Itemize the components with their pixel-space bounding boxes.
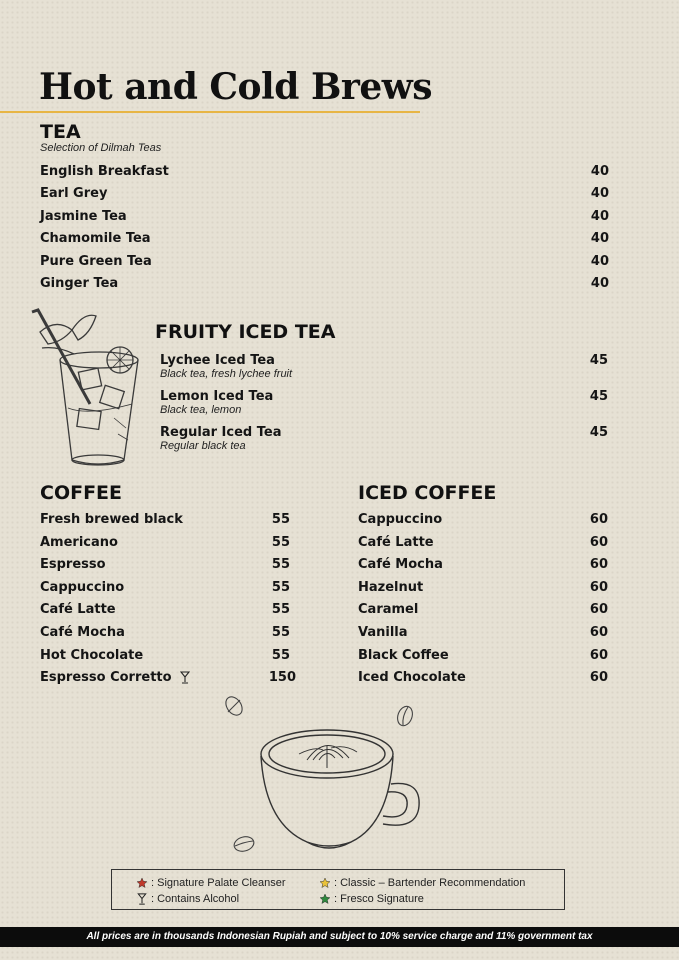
legend-label: : Classic – Bartender Recommendation xyxy=(334,877,526,889)
menu-item-tea xyxy=(40,183,609,203)
menu-item-coffee xyxy=(40,622,290,642)
menu-item-fruity-tea xyxy=(160,350,608,370)
coffee-heading: COFFEE xyxy=(40,482,123,504)
item-price: 40 xyxy=(590,185,609,201)
menu-item-iced-coffee xyxy=(358,599,608,619)
item-name: Jasmine Tea xyxy=(40,208,127,224)
item-price: 60 xyxy=(589,534,608,550)
item-name-with-icon xyxy=(40,670,190,685)
item-price: 60 xyxy=(589,579,608,595)
item-name: Black Coffee xyxy=(358,647,449,663)
item-price: 45 xyxy=(589,424,608,440)
item-price: 55 xyxy=(271,534,290,550)
legend-label: : Signature Palate Cleanser xyxy=(151,877,286,889)
item-price: 40 xyxy=(590,208,609,224)
legend-fresco xyxy=(319,892,424,906)
iced-coffee-heading: ICED COFFEE xyxy=(358,482,497,504)
legend-label: : Contains Alcohol xyxy=(151,893,240,905)
item-price: 55 xyxy=(271,601,290,617)
item-price: 55 xyxy=(271,556,290,572)
item-price: 60 xyxy=(589,669,608,685)
item-price: 60 xyxy=(589,556,608,572)
menu-item-iced-coffee xyxy=(358,509,608,529)
item-name: Regular Iced Tea xyxy=(160,424,282,440)
item-price: 60 xyxy=(589,624,608,640)
item-description: Black tea, lemon xyxy=(160,404,242,416)
item-name: Hot Chocolate xyxy=(40,647,144,663)
menu-item-tea xyxy=(40,228,609,248)
item-price: 55 xyxy=(271,579,290,595)
item-name: Iced Chocolate xyxy=(358,669,466,685)
item-description: Black tea, fresh lychee fruit xyxy=(160,368,293,380)
tea-subtitle: Selection of Dilmah Teas xyxy=(40,142,162,154)
item-price: 55 xyxy=(271,624,290,640)
item-name: Café Mocha xyxy=(358,556,443,572)
item-name: Espresso Corretto xyxy=(40,669,172,685)
item-name: Chamomile Tea xyxy=(40,230,151,246)
coffee-bean-icon xyxy=(231,832,257,856)
item-description: Regular black tea xyxy=(160,440,246,452)
menu-item-fruity-tea xyxy=(160,386,608,406)
yellow-star-icon xyxy=(319,877,331,889)
item-name: Cappuccino xyxy=(40,579,125,595)
menu-item-iced-coffee xyxy=(358,622,608,642)
item-name: Lychee Iced Tea xyxy=(160,352,275,368)
item-name: Earl Grey xyxy=(40,185,108,201)
menu-item-tea xyxy=(40,273,609,293)
item-price: 40 xyxy=(590,253,609,269)
item-price: 60 xyxy=(589,511,608,527)
item-price: 60 xyxy=(589,647,608,663)
legend-classic xyxy=(319,876,525,890)
item-price: 55 xyxy=(271,647,290,663)
menu-item-iced-coffee xyxy=(358,554,608,574)
legend-label: : Fresco Signature xyxy=(334,893,424,905)
legend-box xyxy=(111,869,565,910)
item-name: Pure Green Tea xyxy=(40,253,152,269)
item-name: Cappuccino xyxy=(358,511,443,527)
item-name: Fresh brewed black xyxy=(40,511,183,527)
item-name: Espresso xyxy=(40,556,106,572)
menu-item-iced-coffee xyxy=(358,667,608,687)
red-star-icon xyxy=(136,877,148,889)
item-price: 55 xyxy=(271,511,290,527)
alcohol-glass-icon xyxy=(180,671,190,684)
menu-item-coffee xyxy=(40,554,290,574)
menu-item-coffee xyxy=(40,532,290,552)
item-price: 40 xyxy=(590,230,609,246)
item-name: English Breakfast xyxy=(40,163,169,179)
item-price: 40 xyxy=(590,275,609,291)
menu-item-iced-coffee xyxy=(358,577,608,597)
footer-note: All prices are in thousands Indonesian Rupiah and subject to 10% service charge and 11% government tax xyxy=(0,927,679,947)
item-price: 150 xyxy=(268,669,296,685)
latte-cup-icon xyxy=(255,724,425,854)
menu-item-iced-coffee xyxy=(358,532,608,552)
item-price: 60 xyxy=(589,601,608,617)
item-name: Café Mocha xyxy=(40,624,125,640)
menu-item-coffee xyxy=(40,599,290,619)
menu-item-tea xyxy=(40,251,609,271)
item-name: Lemon Iced Tea xyxy=(160,388,274,404)
fruity-iced-tea-heading: FRUITY ICED TEA xyxy=(155,321,336,343)
item-price: 45 xyxy=(589,388,608,404)
item-name: Vanilla xyxy=(358,624,408,640)
item-name: Americano xyxy=(40,534,118,550)
legend-contains-alcohol xyxy=(136,892,239,906)
item-price: 45 xyxy=(589,352,608,368)
green-star-icon xyxy=(319,893,331,905)
item-price: 40 xyxy=(590,163,609,179)
alcohol-glass-icon xyxy=(136,893,148,905)
coffee-bean-icon xyxy=(222,694,246,718)
menu-item-coffee xyxy=(40,667,296,687)
iced-tea-glass-icon xyxy=(28,308,144,468)
menu-item-tea xyxy=(40,161,609,181)
item-name: Caramel xyxy=(358,601,419,617)
menu-item-iced-coffee xyxy=(358,645,608,665)
tea-heading: TEA xyxy=(40,121,81,143)
legend-signature-palate xyxy=(136,876,286,890)
menu-item-tea xyxy=(40,206,609,226)
menu-item-coffee xyxy=(40,645,290,665)
item-name: Café Latte xyxy=(40,601,116,617)
item-name: Ginger Tea xyxy=(40,275,119,291)
menu-item-fruity-tea xyxy=(160,422,608,442)
menu-item-coffee xyxy=(40,577,290,597)
page-title: Hot and Cold Brews xyxy=(39,66,432,108)
item-name: Café Latte xyxy=(358,534,434,550)
title-underline xyxy=(0,111,420,113)
item-name: Hazelnut xyxy=(358,579,424,595)
menu-item-coffee xyxy=(40,509,290,529)
